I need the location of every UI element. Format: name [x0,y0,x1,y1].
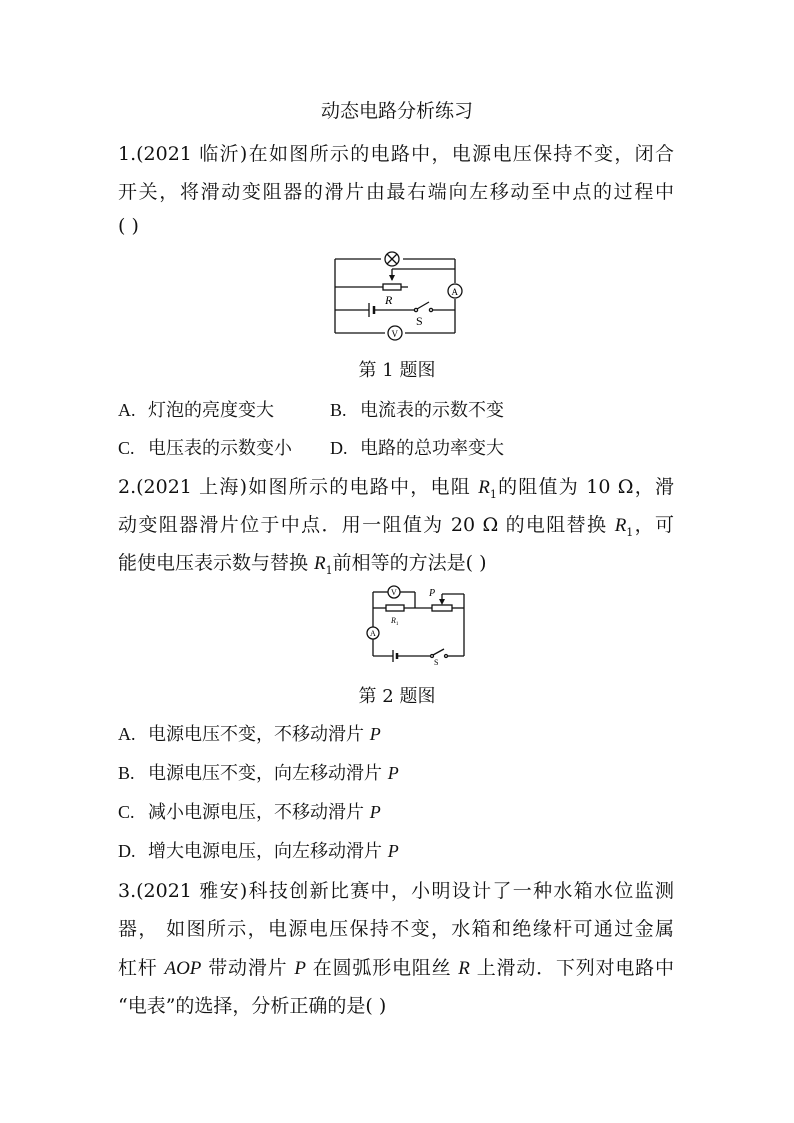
q1-option-a: A. 灯泡的亮度变大 [118,400,274,421]
q3-line-4: “电表”的选择，分析正确的是( ) [118,995,387,1017]
q1-line-1: 1.(2021 临沂)在如图所示的电路中，电源电压保持不变，闭合 [118,143,674,165]
page-title: 动态电路分析练习 [320,100,473,122]
q2-label-v: V [391,588,397,597]
q3-line-3: 杠杆 AOP 带动滑片 P 在圆弧形电阻丝 R 上滑动．下列对电路中 [118,957,674,979]
q1-circuit-diagram [328,249,464,341]
q3-line-2: 器， 如图所示，电源电压保持不变，水箱和绝缘杆可通过金属 [118,918,674,940]
q2-line-3: 能使电压表示数与替换 $R_1$前相等的方法是( ) [118,552,487,577]
q1-label-a: A [451,287,458,297]
q1-label-s: S [416,314,423,328]
q2-option-d: D. 增大电源电压，向左移动滑片 P [118,841,399,862]
q1-label-v: V [391,329,398,339]
q2-circuit-diagram [360,584,480,666]
q1-option-b: B. 电流表的示数不变 [330,400,504,421]
q2-label-a: A [370,629,376,638]
q2-label-s: S [434,658,439,666]
q1-figure-caption: 第 1 题图 [358,360,436,381]
q1-option-c: C. 电压表的示数变小 [118,438,292,459]
q2-option-a: A. 电源电压不变，不移动滑片 P [118,724,381,745]
q2-label-p: P [429,588,436,599]
q2-line-2: 动变阻器滑片位于中点．用一阻值为 20 Ω 的电阻替换 $R_1$，可 [118,514,674,539]
q1-answer-bracket: ( ) [118,215,139,237]
q2-figure-caption: 第 2 题图 [358,686,436,707]
q2-line-1: 2.(2021 上海)如图所示的电路中，电阻 $R_1$的阻值为 10 Ω，滑 [118,476,674,501]
q1-line-2: 开关，将滑动变阻器的滑片由最右端向左移动至中点的过程中 [118,181,674,203]
q2-option-b: B. 电源电压不变，向左移动滑片 P [118,763,399,784]
q1-option-d: D. 电路的总功率变大 [330,438,504,459]
q1-label-r: R [385,293,393,307]
q3-line-1: 3.(2021 雅安)科技创新比赛中，小明设计了一种水箱水位监测 [118,880,674,902]
q2-option-c: C. 减小电源电压，不移动滑片 P [118,802,381,823]
q2-label-r1: $R_1$ [391,616,399,627]
